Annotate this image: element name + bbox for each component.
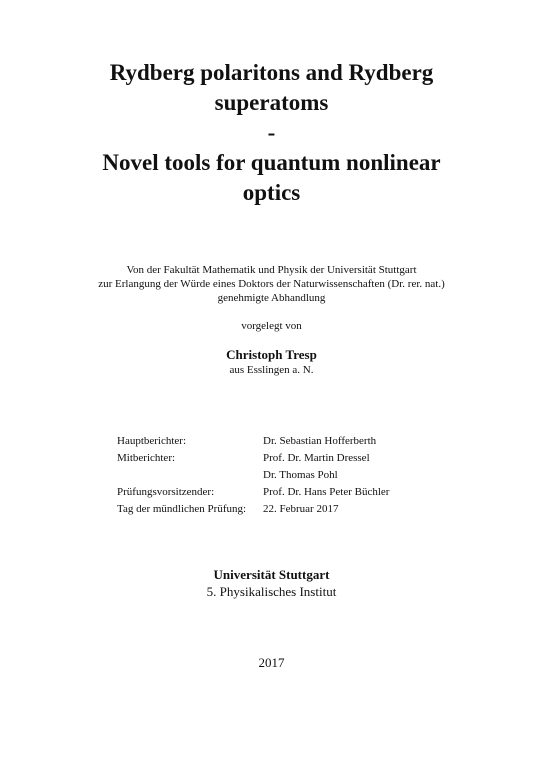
author-origin: aus Esslingen a. N. [229,364,314,376]
committee-row [117,501,389,518]
committee-role: Hauptberichter: [117,435,187,447]
author-block [40,347,503,377]
committee-member: 22. Februar 2017 [263,503,339,515]
committee-member: Dr. Sebastian Hofferberth [263,435,377,447]
committee-role [117,467,263,484]
title-line-4: Novel tools for quantum nonlinear [102,150,441,175]
title-line-2: superatoms [214,90,329,115]
committee-row [117,467,389,484]
thesis-title [40,58,503,208]
presented-by: vorgelegt von [241,320,302,332]
title-line-1: Rydberg polaritons and Rydberg [109,60,434,85]
committee-role: Prüfungsvorsitzender: [117,486,215,498]
committee-member: Prof. Dr. Hans Peter Büchler [263,486,390,498]
submission-line-1: Von der Fakultät Mathematik und Physik der Universität Stuttgart [126,264,417,276]
submission-line-2: zur Erlangung der Würde eines Doktors der Naturwissenschaften (Dr. rer. nat.) [98,278,445,290]
thesis-year: 2017 [258,655,285,670]
institute-name: 5. Physikalisches Institut [206,584,337,599]
author-name: Christoph Tresp [226,347,317,362]
title-line-3: - [267,120,276,145]
committee-role: Mitberichter: [117,452,176,464]
committee-row [117,450,389,467]
committee-member: Prof. Dr. Martin Dressel [263,452,370,464]
committee-role: Tag der mündlichen Prüfung: [117,503,247,515]
university-name: Universität Stuttgart [213,567,330,582]
committee-row [117,433,389,450]
title-line-5: optics [242,180,301,205]
submission-statement [40,263,503,305]
submission-line-3: genehmigte Abhandlung [217,292,326,304]
institution-block [40,566,503,600]
committee-table [117,433,389,518]
committee-row [117,484,389,501]
committee-member: Dr. Thomas Pohl [263,469,338,481]
